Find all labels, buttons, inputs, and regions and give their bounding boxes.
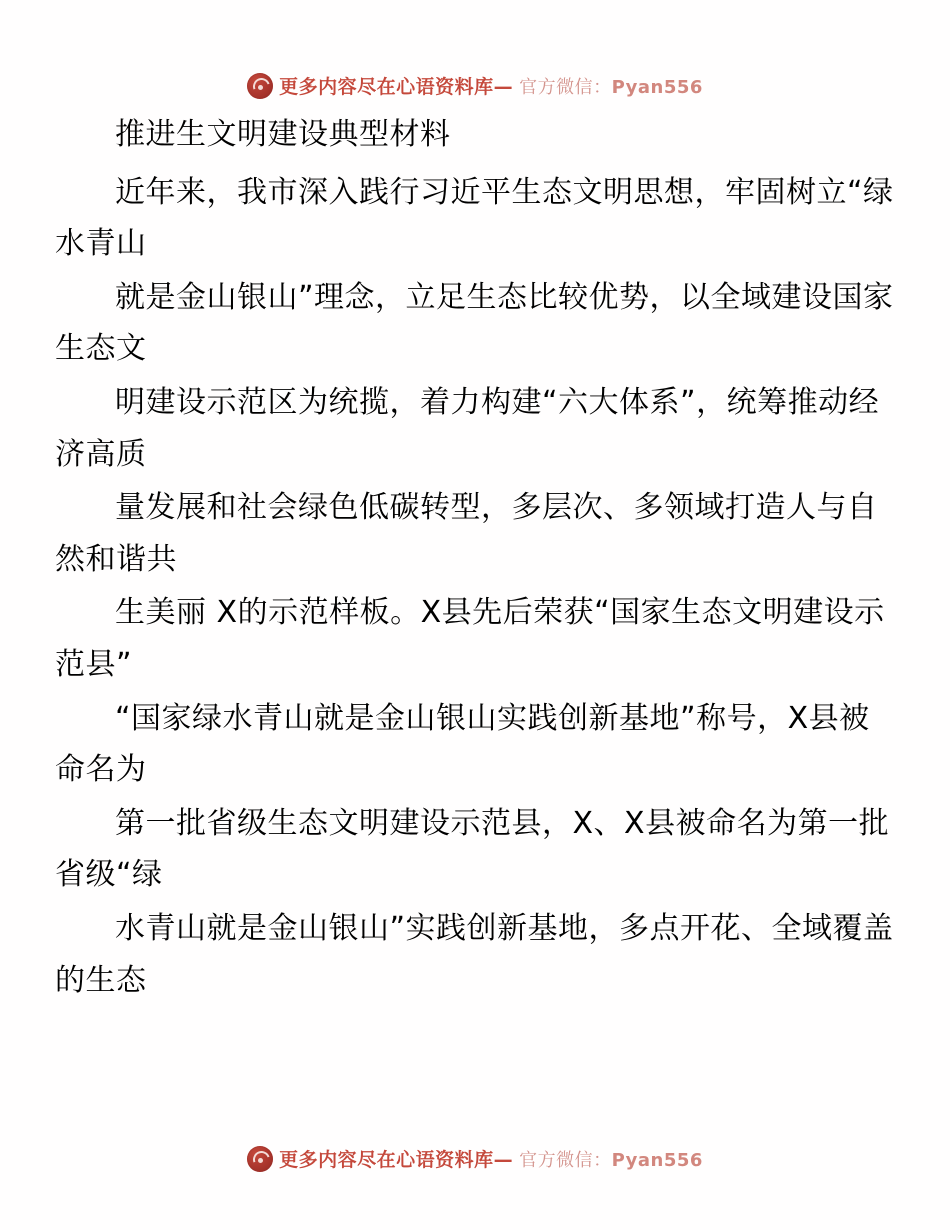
watermark-sub-text — [519, 1146, 703, 1172]
watermark-logo-icon — [247, 73, 273, 99]
watermark-main-text: 更多内容尽在心语资料库— — [279, 76, 514, 98]
document-paragraph: 第一批省级生态文明建设示范县，X、X县被命名为第一批省级“绿 — [55, 805, 890, 893]
document-paragraph: 水青山就是金山银山”实践创新基地，多点开花、全域覆盖的生态 — [55, 910, 894, 998]
watermark-sub-text — [519, 73, 703, 99]
watermark-main-text: 更多内容尽在心语资料库— — [279, 1149, 514, 1171]
watermark-sub-label: 官方微信： — [519, 1149, 612, 1171]
watermark-sub-label: 官方微信： — [519, 76, 612, 98]
document-paragraph: 就是金山银山”理念，立足生态比较优势，以全域建设国家生态文 — [55, 279, 894, 367]
watermark-footer — [0, 1145, 950, 1172]
document-paragraph: 生美丽 X的示范样板。X县先后荣获“国家生态文明建设示范县” — [55, 595, 885, 682]
document-title: 推进生文明建设典型材料 — [115, 117, 451, 152]
document-paragraph: “国家绿水青山就是金山银山实践创新基地”称号，X县被命名为 — [55, 700, 870, 788]
document-text-body — [0, 99, 950, 1145]
watermark-logo-icon — [247, 1146, 273, 1172]
watermark-handle: Pyan556 — [611, 1149, 703, 1171]
document-paragraph: 近年来，我市深入践行习近平生态文明思想，牢固树立“绿水青山 — [55, 174, 894, 262]
watermark-handle: Pyan556 — [611, 76, 703, 98]
document-paragraph: 量发展和社会绿色低碳转型，多层次、多领域打造人与自然和谐共 — [55, 490, 878, 577]
document-paragraph: 明建设示范区为统揽，着力构建“六大体系”，统筹推动经济高质 — [55, 384, 880, 472]
watermark-header — [0, 72, 950, 99]
